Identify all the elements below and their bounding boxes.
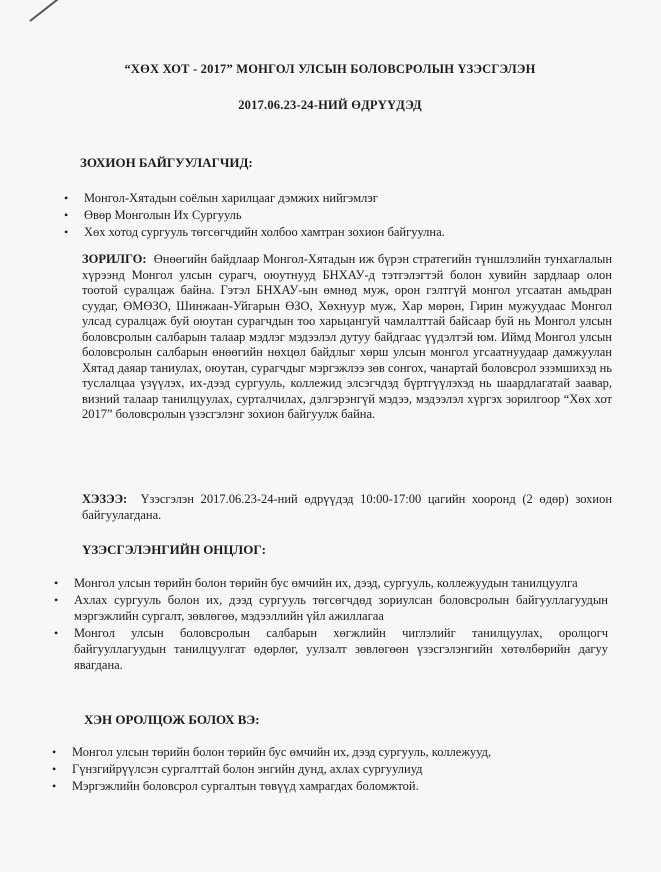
bullet-icon: • [52,779,57,793]
when-paragraph [82,492,612,523]
organizers-list [58,190,598,241]
list-item: • Хөх хотод сургууль төгсөгчдийн холбоо хамтран зохион байгуулна. [64,225,445,239]
bullet-icon: • [54,626,59,640]
bullet-icon: • [64,225,69,239]
participants-heading: ХЭН ОРОЛЦОЖ БОЛОХ ВЭ: [84,712,260,727]
bullet-icon: • [52,762,57,776]
list-item: • Гүнзгийрүүлсэн сургалттай болон энгийн дунд, ахлах сургуулиуд [52,762,423,776]
goal-text: Өнөөгийн байдлаар Монгол-Хятадын иж бүрэн стратегийн түншлэлийн тунхаглалын хүрээнд Монгол улсын сурагч, оюутнууд БНХАУ-д тэтгэлэгтэй болон хувийн зардлаар олон тоотой суралцаж байна. Гэтэл БНХАУ-ын өмнөд муж, орон гэлтгүй монгол угсаатан амьдран суудаг, ӨМӨЗО, Шинжаан-Уйгарын ӨЗО, Хөхнуур муж, Хар мөрөн, Гирин мужуудаас Монгол улсад суралцаж буй оюутан сурагчдын тоо харьцангуй чамлалттай байсаар буй нь Монгол улсын боловсролын салбарын талаар мэдлэг мэдээлэл дутуу байдгаас үүдэлтэй юм. Иймд Монгол улсын боловсролын салбарын өнөөгийн нөхцөл байдлыг хөрш улсын монгол угсаатнуудаар дамжуулан Хятад даяар таниулах, оюутан, сурагчдыг мэргэжлээ зөв сонгох, чанартай боловсрол эзэмшихэд нь туслалцаа үзүүлэх, их-дээд сургууль, коллежид элсэгчдэд бүртгүүлэхэд нь шаардлагатай заавар, визний талаар танилцуулах, сурталчилах, дэлгэрэнгүй мэдээ, мэдээлэл хүргэх зорилгоор “Хөх хот 2017” боловсролын үзэсгэлэнг зохион байгуулж байна. [82,252,613,421]
participants-list [46,744,606,795]
pen-mark [29,0,65,22]
goal-lead: ЗОРИЛГО: [82,252,147,266]
list-item: • Ахлах сургууль болон их, дээд сургууль төгсөгчдөд зориулсан боловсролын байгууллагуудын мэргэжлийн сургалт, зөвлөгөө, мэдээллийн үйл ажиллагаа [54,593,608,623]
document-date: 2017.06.23-24-НИЙ ӨДРҮҮДЭД [238,98,422,112]
bullet-icon: • [64,208,69,222]
bullet-icon: • [64,191,69,205]
bullet-icon: • [52,745,57,759]
features-heading: ҮЗЭСГЭЛЭНГИЙН ОНЦЛОГ: [82,542,266,557]
list-item: • Монгол-Хятадын соёлын харилцааг дэмжих нийгэмлэг [64,191,378,205]
features-list [48,575,608,674]
list-item: • Монгол улсын төрийн болон төрийн бус өмчийн их, дээд сургууль, коллежууд, [52,745,492,759]
organizers-heading: ЗОХИОН БАЙГУУЛАГЧИД: [80,155,253,170]
when-lead: ХЭЗЭЭ: [82,492,128,506]
bullet-icon: • [54,576,59,590]
document-title: “ХӨХ ХОТ - 2017” МОНГОЛ УЛСЫН БОЛОВСРОЛЫН ҮЗЭСГЭЛЭН [124,62,536,76]
list-item: • Өвөр Монголын Их Сургууль [64,208,242,222]
list-item: • Монгол улсын боловсролын салбарын хөгжлийн чиглэлийг танилцуулах, оролцогч байгууллагуудын танилцуулгат өдөрлөг, уулзалт зөвлөгөөн үзэсгэлэнгийн хөтөлбөрийн дагуу явагдана. [54,626,608,672]
list-item: • Мэргэжлийн боловсрол сургалтын төвүүд хамрагдах боломжтой. [52,779,419,793]
goal-paragraph [82,252,612,423]
list-item: • Монгол улсын төрийн болон төрийн бус өмчийн их, дээд, сургууль, коллежуудын танилцуулга [54,576,578,590]
bullet-icon: • [54,593,59,607]
when-text: Үзэсгэлэн 2017.06.23-24-ний өдрүүдэд 10:00-17:00 цагийн хооронд (2 өдөр) зохион байгуулагдана. [82,492,613,522]
